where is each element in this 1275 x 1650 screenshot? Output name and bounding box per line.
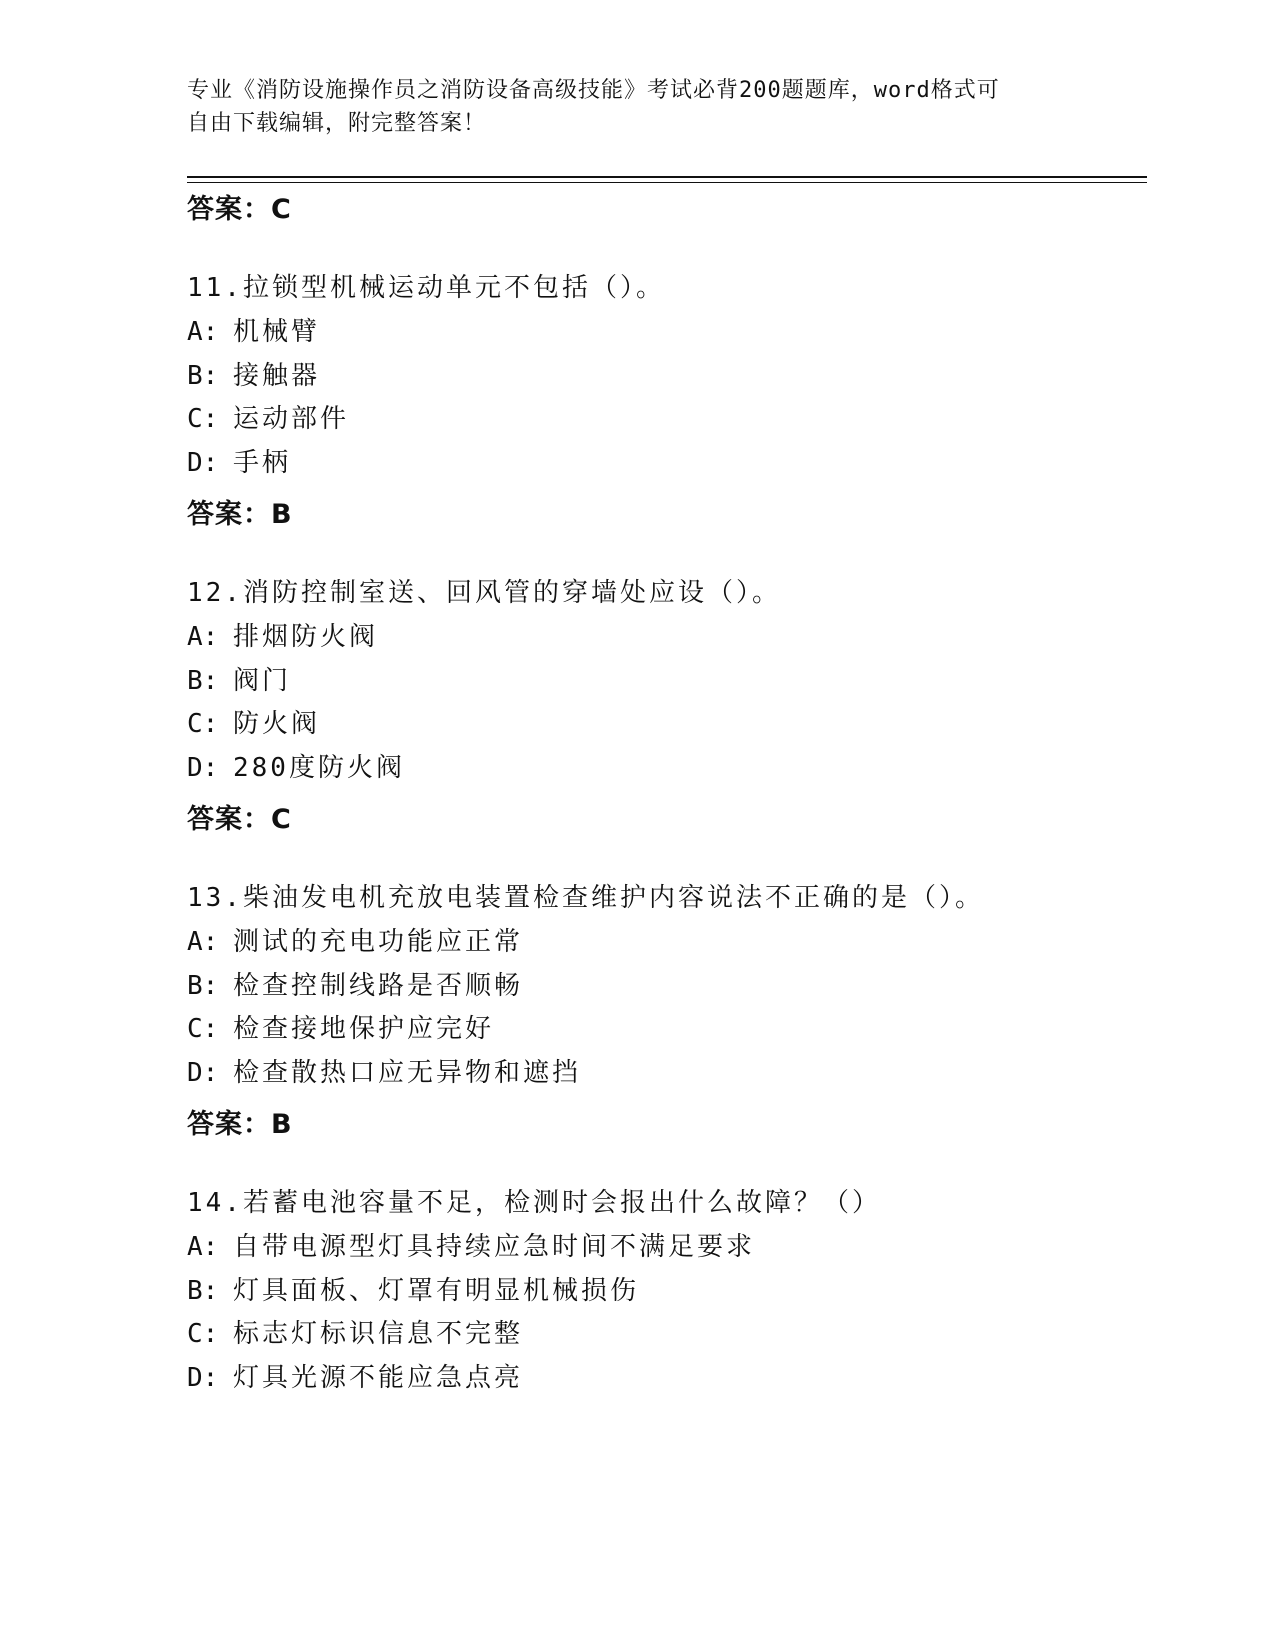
question-13-answer: [187, 1105, 293, 1145]
option-label: B:: [187, 666, 219, 696]
answer-value: C: [271, 804, 292, 835]
answer-value: B: [271, 499, 293, 530]
option-text: 自带电源型灯具持续应急时间不满足要求: [233, 1232, 756, 1262]
option-text: 灯具面板、灯罩有明显机械损伤: [233, 1276, 640, 1306]
option-text: 280度防火阀: [233, 753, 405, 783]
question-14-option-a: [187, 1227, 755, 1267]
option-text: 机械臂: [233, 317, 321, 347]
header-line-2: 自由下载编辑，附完整答案！: [187, 111, 487, 136]
header-line-1: 专业《消防设施操作员之消防设备高级技能》考试必背200题题库，word格式可: [187, 78, 1000, 103]
answer-label: 答案：: [187, 499, 271, 530]
option-label: A:: [187, 1232, 219, 1262]
answer-value: B: [271, 1109, 293, 1140]
option-label: C:: [187, 709, 219, 739]
option-text: 防火阀: [233, 709, 321, 739]
option-label: D:: [187, 1058, 219, 1088]
question-13-option-d: [187, 1053, 581, 1093]
question-12-answer: [187, 800, 292, 840]
question-14-option-b: [187, 1271, 639, 1311]
option-label: A:: [187, 317, 219, 347]
question-14-option-d: [187, 1358, 523, 1398]
option-label: A:: [187, 622, 219, 652]
option-text: 检查接地保护应完好: [233, 1014, 495, 1044]
option-label: D:: [187, 753, 219, 783]
option-label: D:: [187, 448, 219, 478]
question-12-option-d: [187, 748, 405, 788]
option-text: 接触器: [233, 361, 321, 391]
header-rule-thick: [187, 176, 1147, 178]
option-label: B:: [187, 1276, 219, 1306]
option-text: 灯具光源不能应急点亮: [233, 1363, 524, 1393]
answer-value: C: [271, 194, 292, 225]
question-12-option-a: [187, 617, 378, 657]
question-11-answer: [187, 495, 293, 535]
option-label: A:: [187, 927, 219, 957]
option-label: D:: [187, 1363, 219, 1393]
option-text: 手柄: [233, 448, 292, 478]
question-11-option-b: [187, 356, 320, 396]
question-14-option-c: [187, 1314, 523, 1354]
document-header: [187, 74, 1087, 140]
question-13-option-a: [187, 922, 523, 962]
question-11-option-c: [187, 399, 349, 439]
option-text: 运动部件: [233, 404, 350, 434]
question-14-stem: 14.若蓄电池容量不足，检测时会报出什么故障？（）: [187, 1188, 881, 1218]
question-13-stem: 13.柴油发电机充放电装置检查维护内容说法不正确的是（）。: [187, 883, 984, 913]
question-12-option-c: [187, 704, 320, 744]
header-rule-thin: [187, 182, 1147, 183]
option-label: C:: [187, 1014, 219, 1044]
option-text: 测试的充电功能应正常: [233, 927, 524, 957]
option-text: 标志灯标识信息不完整: [233, 1319, 524, 1349]
answer-line-prev: [187, 190, 292, 230]
option-label: B:: [187, 361, 219, 391]
question-11-option-d: [187, 443, 291, 483]
answer-label: 答案：: [187, 804, 271, 835]
question-13-option-c: [187, 1009, 494, 1049]
option-text: 阀门: [233, 666, 292, 696]
question-12-stem: 12.消防控制室送、回风管的穿墙处应设（）。: [187, 578, 781, 608]
question-11-stem: 11.拉锁型机械运动单元不包括（）。: [187, 273, 665, 303]
option-text: 排烟防火阀: [233, 622, 379, 652]
question-13-option-b: [187, 966, 523, 1006]
option-text: 检查控制线路是否顺畅: [233, 971, 524, 1001]
question-11-option-a: [187, 312, 320, 352]
option-text: 检查散热口应无异物和遮挡: [233, 1058, 582, 1088]
answer-label: 答案：: [187, 1109, 271, 1140]
option-label: C:: [187, 1319, 219, 1349]
option-label: B:: [187, 971, 219, 1001]
answer-label: 答案：: [187, 194, 271, 225]
question-12-option-b: [187, 661, 291, 701]
option-label: C:: [187, 404, 219, 434]
